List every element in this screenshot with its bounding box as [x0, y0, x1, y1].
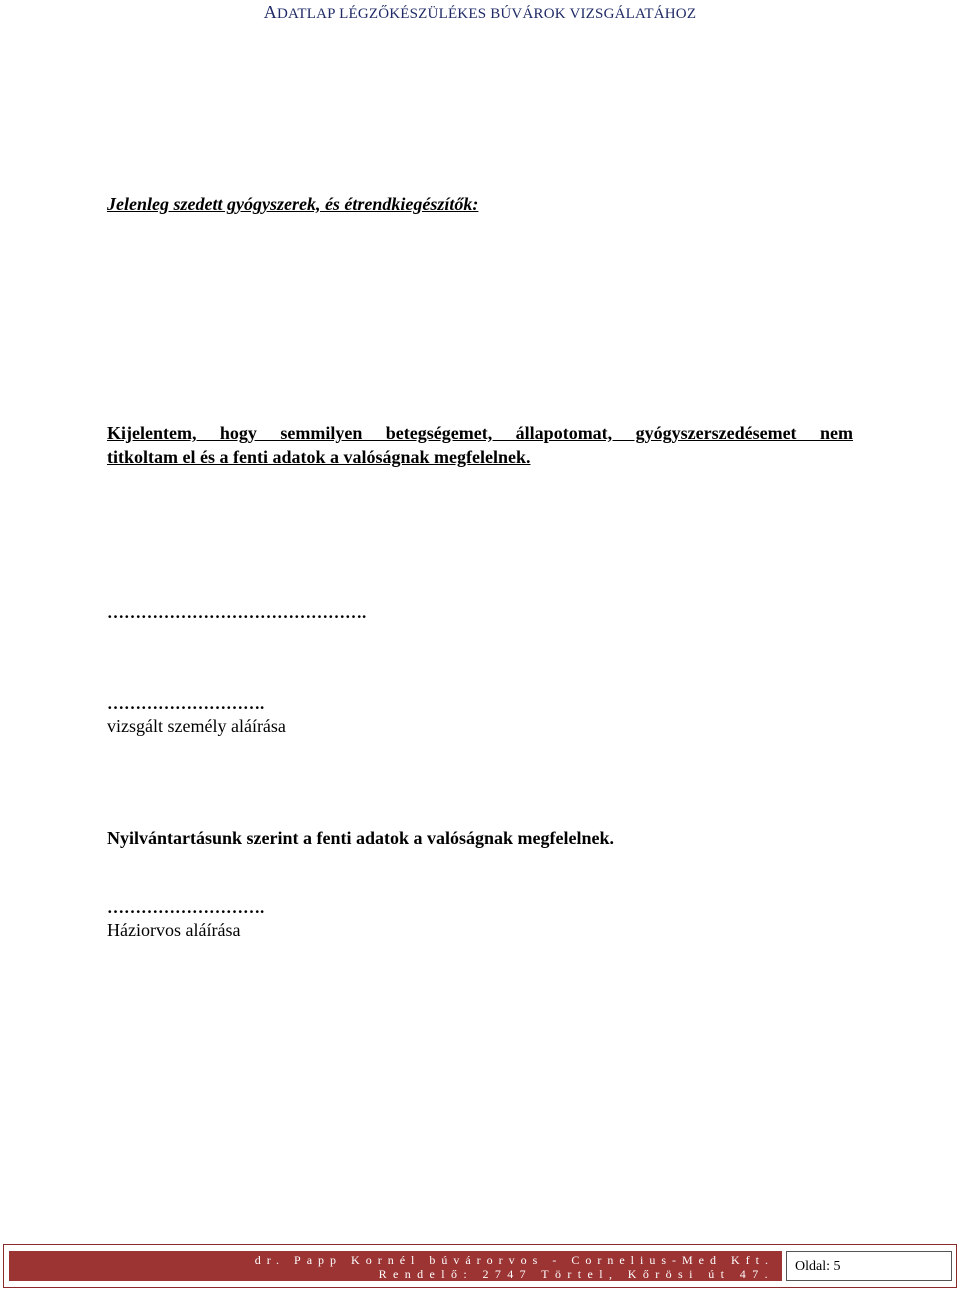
page-footer [3, 1244, 957, 1288]
page-number-box [786, 1251, 952, 1281]
document-title [0, 2, 960, 23]
gp-signature-label: Háziorvos aláírása [107, 920, 241, 940]
date-signature-line: ………………………………………. [107, 603, 367, 622]
title-text: DATLAP LÉGZŐKÉSZÜLÉKES BÚVÁROK VIZSGÁLATÁHOZ [277, 6, 697, 22]
declaration-line-2: titkoltam el és a fenti adatok a valóságnak megfelelnek. [107, 447, 531, 467]
gp-signature-line: ………………………. [107, 898, 265, 917]
footer-address-line: Rendelő: 2747 Törtel, Kőrösi út 47. [378, 1267, 774, 1281]
footer-doctor-line: dr. Papp Kornél búvárorvos - Cornelius-Med Kft. [254, 1253, 774, 1267]
title-initial: A [263, 2, 277, 22]
declaration-line-1: Kijelentem, hogy semmilyen betegségemet, állapotomat, gyógyszerszedésemet nem [107, 423, 853, 443]
declaration-paragraph [107, 421, 853, 469]
examinee-signature-line: ………………………. [107, 694, 265, 713]
examinee-signature-label: vizsgált személy aláírása [107, 716, 286, 736]
page-number: Oldal: 5 [795, 1259, 841, 1274]
medications-heading: Jelenleg szedett gyógyszerek, és étrendkiegészítők: [107, 194, 479, 214]
footer-banner [9, 1251, 782, 1281]
records-statement: Nyilvántartásunk szerint a fenti adatok a valóságnak megfelelnek. [107, 828, 615, 848]
